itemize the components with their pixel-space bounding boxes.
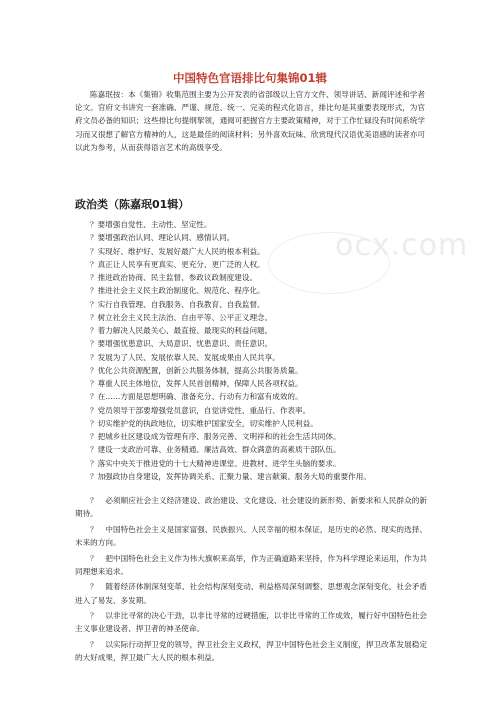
list-item: ？推进政治协商、民主监督、参政议政制度建设。 [90,273,258,282]
list-item: ？切实维护党的执政地位，切实维护国家安全，切实维护人民利益。 [90,418,318,428]
list-item: ？优化公共资源配置，创新公共服务体制，提高公共服务质量。 [90,365,303,375]
list-item: ？要增强政治认同、理论认同、感情认同。 [90,233,235,243]
list-item: ？实行自我管理、自我服务、自我教育、自我监督。 [90,299,265,309]
list-item: ？推进社会主义民主政治制度化、规范化、程序化。 [90,286,265,296]
section-heading: 政治类（陈嘉珉01辑） [75,198,190,211]
paragraph-item: ？ 随着经济体制深刻变革、社会结构深刻变动、利益格局深刻调整、思想观念深刻变化，社会矛盾进入了易发、多发期。 [75,582,427,605]
list-item: ？实现好、维护好、发展好最广大人民的根本利益。 [90,246,265,256]
list-item: ？党员领导干部要增强党员意识，自觉讲党性、重品行、作表率。 [90,405,311,415]
list-item: ？尊重人民主体地位，发挥人民首创精神，保障人民各项权益。 [90,379,303,388]
paragraph-item: ？ 中国特色社会主义是国家富强、民族振兴、人民幸福的根本保证，是历史的必然、现实的选择、未来的方向。 [75,524,427,547]
document-title: 中国特色官语排比句集锦01辑 [172,71,327,85]
list-item: ？树立社会主义民主法治、自由平等、公平正义理念。 [90,312,273,322]
list-item: ？发展为了人民、发展依靠人民、发展成果由人民共享。 [90,352,280,362]
watermark-text: ocx.com [335,228,469,263]
list-item: ？把城乡社区建设成为管理有序、服务完善、文明祥和的社会生活共同体。 [90,432,341,441]
paragraph-list [75,494,427,667]
paragraph-item: ？ 以非比寻常的决心干劲，以非比寻常的过硬措施，以非比寻常的工作成效，履行好中国特色社会主义事业建设者、捍卫者的神圣使命。 [75,611,427,634]
list-item: ？真正让人民享有更真实、更充分、更广泛的人权。 [90,259,265,269]
list-item: ？落实中央关于推进党的十七大精神进课堂、进教材、进学生头脑的要求。 [90,458,341,468]
paragraph-item: ？ 以实际行动捍卫党的领导，捍卫社会主义政权，捍卫中国特色社会主义制度，捍卫改革发展稳定的大好成果，捍卫最广大人民的根本利益。 [75,639,427,663]
paragraph-item: ？ 必须顺应社会主义经济建设、政治建设、文化建设、社会建设的新形势、新要求和人民群众的新期待。 [75,496,427,519]
list-item: ？建设一支政治可靠、业务精通、廉洁高效、群众满意的高素质干部队伍。 [90,445,341,455]
intro-paragraph: 陈嘉珉按：本《集锦》收集范围主要为公开发表的省部级以上官方文件、领导讲话、新闻评述和学者论文。官府文书讲究一套准确、严谨、规范、统一、完美的程式化语言，排比句是其重要表现形式，为官府文员必备的知识；这些排比句提纲挈领，通阅可把握官方主要政策精神，对于工作忙碌没有时间系统学习而又很想了解官方精神的人，这是最佳的阅读材料；另外喜欢玩味、欣赏现代汉语优美语感的读者亦可以此为参考，从而获得语言艺术的高级享受。 [75,90,425,152]
paragraph-item: ？ 把中国特色社会主义作为伟大旗帜来高举，作为正确道路来坚持，作为科学理论来运用，作为共同理想来追求。 [75,553,427,576]
list-item: ？要增强自觉性、主动性、坚定性。 [90,220,212,229]
list-item: ？要增强忧患意识、大局意识、忧患意识、责任意识。 [90,339,273,349]
list-item: ？加强政协自身建设，发挥协调关系、汇聚力量、建言献策、服务大局的重要作用。 [90,471,371,481]
list-item: ？在……方面是思想明确、准备充分、行动有力和富有成效的。 [90,392,303,402]
list-item: ？着力解决人民最关心、最直接、最现实的利益问题。 [90,326,273,335]
